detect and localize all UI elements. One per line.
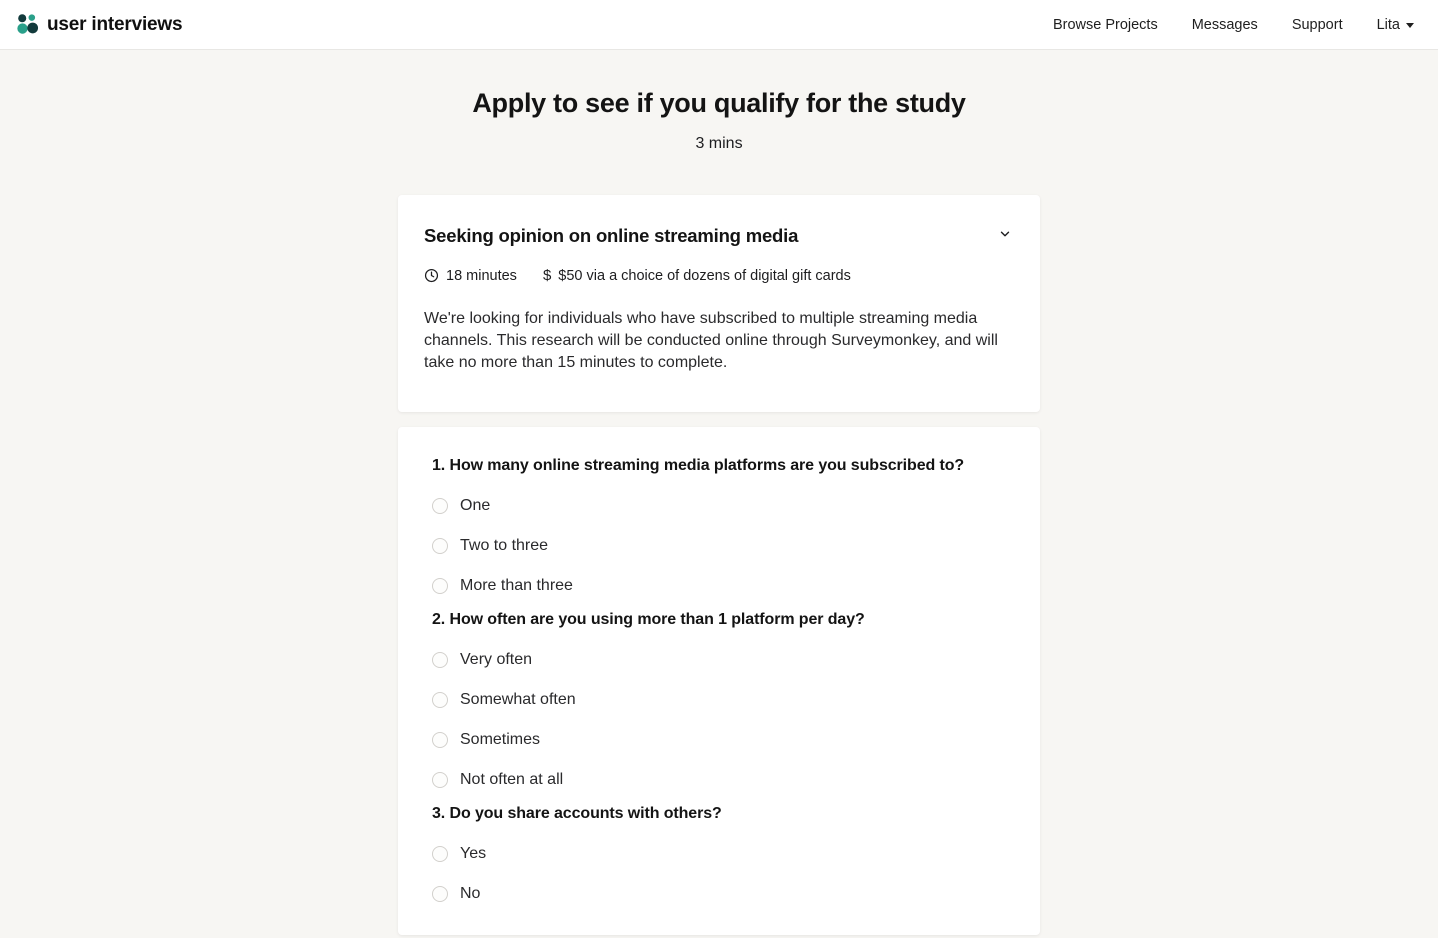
page-title: Apply to see if you qualify for the study: [472, 88, 966, 118]
question-1-option-two-to-three[interactable]: [432, 537, 1006, 555]
question-2-option-very-often[interactable]: [432, 651, 1006, 669]
content-column: [398, 195, 1040, 935]
option-label: Two to three: [460, 537, 549, 554]
option-label: Very often: [460, 651, 533, 668]
study-description: We're looking for individuals who have subscribed to multiple streaming media channels. This research will be conducted online through Surveymonkey, and will take no more than 15 minutes to complete.: [424, 310, 998, 371]
nav-support[interactable]: Support: [1291, 16, 1343, 33]
option-label: Sometimes: [460, 731, 541, 748]
option-label: Somewhat often: [460, 691, 576, 708]
study-time-label: 18 minutes: [446, 267, 517, 284]
question-1-label: 1. How many online streaming media platforms are you subscribed to?: [432, 457, 965, 474]
radio-button[interactable]: [432, 886, 448, 902]
dollar-icon: $: [542, 267, 552, 284]
option-label: No: [460, 885, 481, 902]
question-3: [432, 805, 1006, 903]
option-label: Not often at all: [460, 771, 564, 788]
option-label: Yes: [460, 845, 487, 862]
radio-button[interactable]: [432, 692, 448, 708]
radio-button[interactable]: [432, 538, 448, 554]
question-2-option-sometimes[interactable]: [432, 731, 1006, 749]
radio-button[interactable]: [432, 772, 448, 788]
question-1-option-more-than-three[interactable]: [432, 577, 1006, 595]
radio-button[interactable]: [432, 846, 448, 862]
question-2-label: 2. How often are you using more than 1 platform per day?: [432, 611, 865, 628]
option-label: One: [460, 497, 491, 514]
question-1-option-one[interactable]: [432, 497, 1006, 515]
question-3-label: 3. Do you share accounts with others?: [432, 805, 722, 822]
page-duration: 3 mins: [695, 135, 743, 152]
question-1: [432, 457, 1006, 595]
study-compensation: [543, 267, 851, 284]
logo-icon: [16, 13, 39, 36]
logo-text: user interviews: [47, 13, 183, 35]
question-2-option-somewhat-often[interactable]: [432, 691, 1006, 709]
top-navigation: [0, 0, 1438, 50]
questions-card: [398, 427, 1040, 935]
study-time: [424, 268, 517, 284]
study-title: Seeking opinion on online streaming media: [424, 225, 799, 246]
study-compensation-label: $50 via a choice of dozens of digital gift cards: [558, 267, 851, 284]
option-label: More than three: [460, 577, 573, 594]
nav-messages[interactable]: Messages: [1191, 16, 1258, 33]
clock-icon: [424, 268, 439, 283]
radio-button[interactable]: [432, 652, 448, 668]
question-2: [432, 611, 1006, 789]
logo[interactable]: [16, 13, 182, 36]
user-menu-label: Lita: [1376, 16, 1400, 33]
collapse-study-button[interactable]: [996, 225, 1014, 243]
question-3-option-no[interactable]: [432, 885, 1006, 903]
user-menu[interactable]: [1377, 17, 1414, 33]
caret-down-icon: [1406, 23, 1414, 28]
question-3-option-yes[interactable]: [432, 845, 1006, 863]
radio-button[interactable]: [432, 578, 448, 594]
study-meta: [424, 267, 1014, 284]
question-2-option-not-often-at-all[interactable]: [432, 771, 1006, 789]
page-header: [0, 88, 1438, 153]
nav-links: [1053, 17, 1414, 33]
study-card: [398, 195, 1040, 412]
nav-browse-projects[interactable]: Browse Projects: [1052, 16, 1158, 33]
radio-button[interactable]: [432, 732, 448, 748]
chevron-down-icon: [998, 229, 1012, 244]
radio-button[interactable]: [432, 498, 448, 514]
